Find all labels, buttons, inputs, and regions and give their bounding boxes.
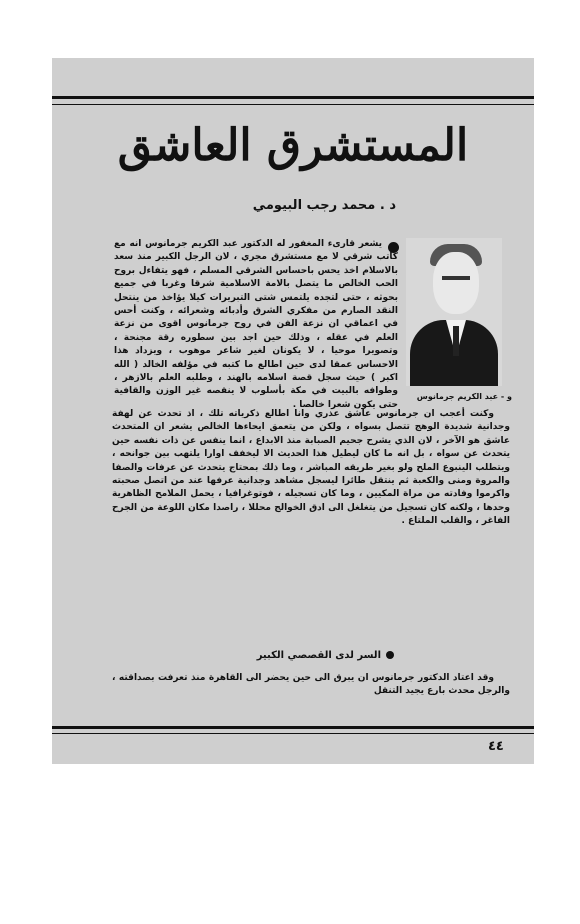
photo-caption: و - عبد الكريم جرمانوس — [416, 392, 512, 401]
author-byline: د . محمد رجب البيومي — [252, 198, 396, 213]
subhead-text: السر لدى القصصي الكبير — [256, 650, 381, 661]
paragraph-2: وكنت أعجب ان جرمانوس عاشق عذري وانا اطالع ذكرياته تلك ، اذ تحدث عن لهفة وجدانية شديدة الوهج تتصل بسواه ، ولكن من يتعمق ايحاءها الخالص يشعر ان المتحدث عاشق هو الآخر ، لان الذي يشرح جحيم الصبابة منذ الابداع ، انما ينفس عن ذات نفسه حين يتحدث عن سواه ، بل انه ما كان ليطيل هذا الحديث الا ليخفف اوارا يلتهب بين جوانحه ، ويتطلب الينبوع الملح ولو بغير طريقه المباشر ، وما ذلك بمحتاج يتحدث عن عرفات والصفا والمروة ومنى والكعبة ثم ينتقل طائرا ليسجل مشاهد وجدانية عرفها عند من اتصل صحبته واكرموا وفادته من مراة المكيين ، وما كان تسجيله ، فوتوغرافيا ، يحمل الملامح الظاهرية وحدها ، ولكنه كان تسجيل من يتغلغل الى ادق الخوالج محللا ، راصدا مكان اللوعة من الجرح الفاغر ، والقلب الملتاع . — [112, 409, 510, 527]
author-photo — [406, 238, 502, 386]
bottom-rule-thin — [52, 733, 534, 734]
paragraph-1: يشعر قارىء المغفور له الدكتور عبد الكريم جرمانوس انه مع كاتب شرقي لا مع مستشرق مجري ، لان الرجل الكبير منذ سعد بالاسلام اخذ يحس باحساس الشرقي المسلم ، فهو يتفاءل بروح الحب الخالص ما يتصل بالامة الاسلامية شرقا وغربا في جميع بحوثه ، حتى لتجده يلتمس شتى التبريرات كيلا يؤاخذ من ينتحل النقد الصارم من مفكري الشرق وأدبائه وشعرائه ، وكنت أحس في اعماقي ان نزعة الفن في روح جرمانوس اقوى من نزعة العلم في عقله ، وذلك حين اجد بين سطوره رقة مجنحة ، وتصويرا موحيا ، لا يكونان لغير شاعر موهوب ، ويزداد هذا الاحساس عمقا لدى حين اطالع ما كتبه في مؤلفه الخالد ( الله اكبر ) حيث سجل قصة اسلامه بالهند ، وطلبه العلم بالازهر ، وطوافه بالبيت في مكة بأسلوب لا ينقصه غير الوزن والقافية حتى يكون شعرا خالصا . — [114, 239, 398, 410]
page-number: ٤٤ — [488, 739, 504, 754]
section-subheading — [257, 650, 394, 661]
bottom-rule-thick — [52, 726, 534, 729]
subhead-bullet-icon — [386, 651, 394, 659]
top-rule-thin — [52, 104, 534, 105]
scanned-page — [52, 58, 534, 764]
paragraph-3: وقد اعتاد الدكتور جرمانوس ان يبرق الى حين يحضر الى القاهرة منذ تعرفت بصداقته ، والرجل محدث بارع يجيد التنقل — [112, 673, 510, 697]
article-title: المستشرق العاشق — [117, 120, 469, 171]
top-rule-thick — [52, 96, 534, 99]
